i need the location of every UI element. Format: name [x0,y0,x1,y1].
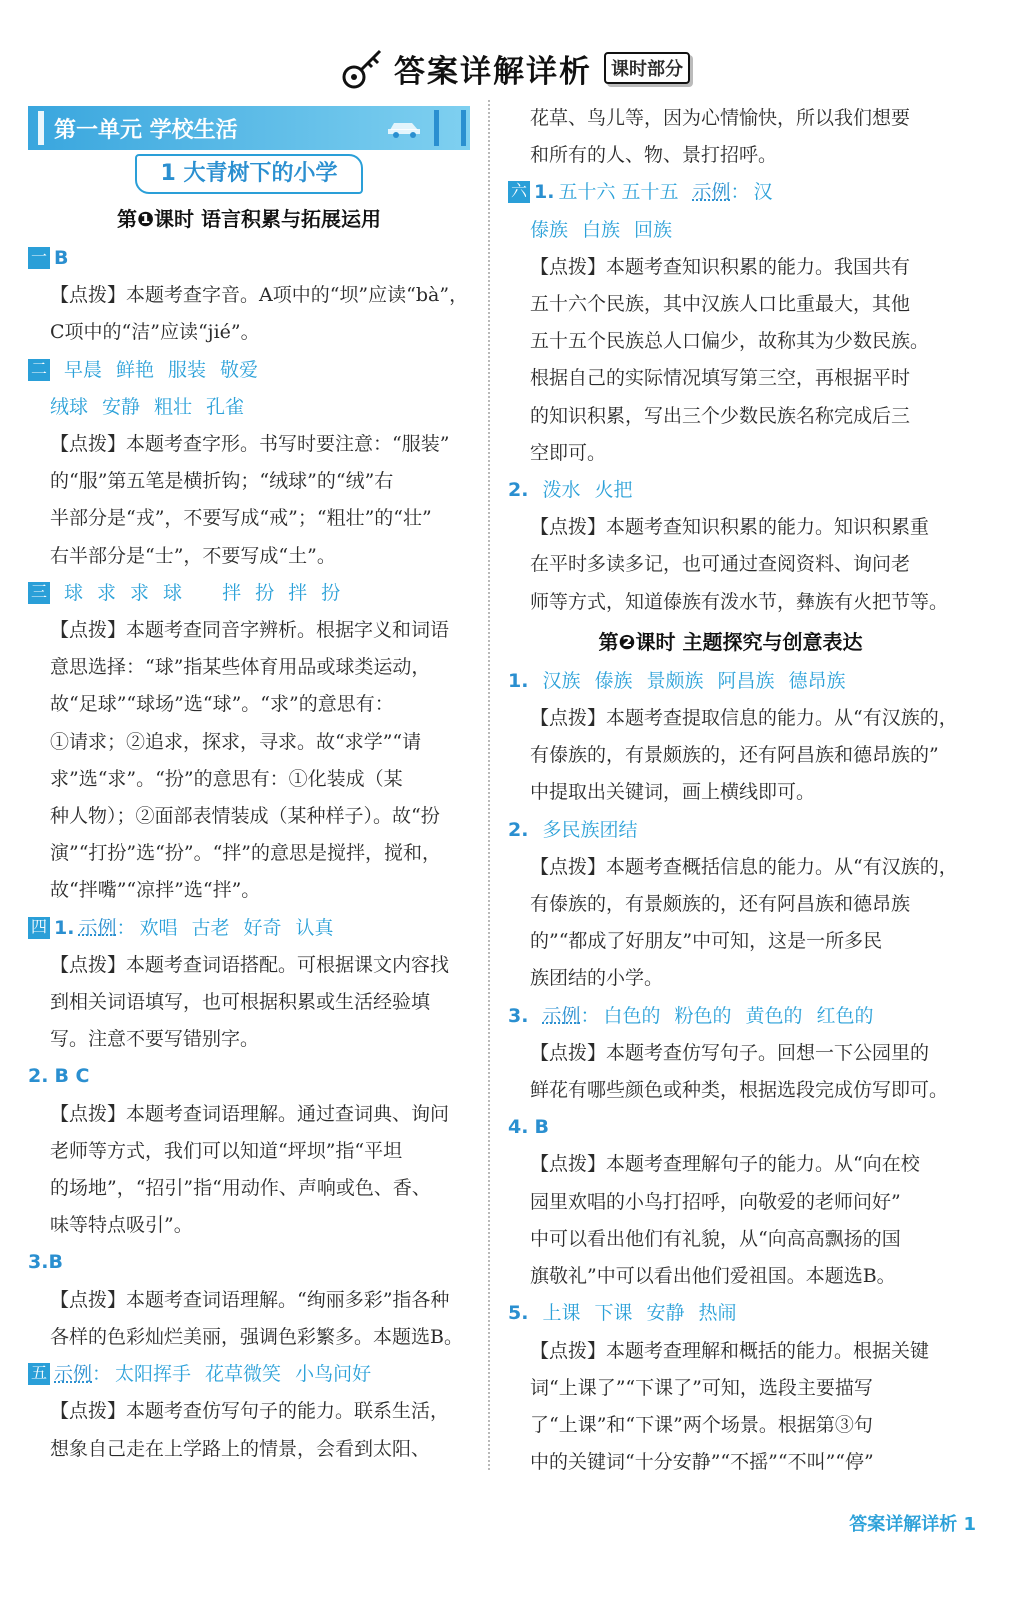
q6-note: 师等方式，知道傣族有泼水节，彝族有火把节等。 [530,590,949,613]
q4-note: 到相关词语填写，也可根据积累或生活经验填 [50,991,431,1014]
column-divider [488,100,490,1470]
q6-answer-1: 六 1. 五十六 五十五 示例： 汉 [508,174,953,211]
page-header [0,40,1030,96]
q4-answer-1: 四 1. 示例： 欢唱 古老 好奇 认真 [28,910,470,947]
q2-note: 半部分是“戎”，不要写成“戒”；“粗壮”的“壮” [50,507,432,530]
p2-note: 的”“都成了好朋友”中可知，这是一所多民 [530,930,883,953]
q3-note: 【点拨】本题考查同音字辨析。根据字义和词语 [50,619,450,642]
p1-note: 中提取出关键词，画上横线即可。 [530,781,816,804]
q4-answer-3: 3.B [28,1251,63,1274]
page-footer: 答案详解详析 1 [849,1514,976,1535]
q6-note: 【点拨】本题考查知识积累的能力。我国共有 [530,255,911,278]
q6-answer-2: 2. 泼水 火把 [508,479,633,502]
page-title: 答案详解详析 [394,53,592,90]
section-badge: 课时部分 [604,52,690,84]
car-icon [386,116,422,138]
p5-note: 中的关键词“十分安静”“不摇”“不叫”“停” [530,1451,874,1474]
q1-answer: 一 B [28,240,470,277]
q6-note: 五十六个民族，其中汉族人口比重最大，其他 [530,293,911,316]
p3-note: 【点拨】本题考查仿写句子。回想一下公园里的 [530,1041,930,1064]
p2-note: 有傣族的，有景颇族的，还有阿昌族和德昂族 [530,893,911,916]
q4-note: 味等特点吸引”。 [50,1214,193,1237]
q2-note: 【点拨】本题考查字形。书写时要注意：“服装” [50,433,450,456]
key-icon [340,45,386,91]
p4-note: 旗敬礼”中可以看出他们爱祖国。本题选B。 [530,1265,896,1288]
p2-note: 【点拨】本题考查概括信息的能力。从“有汉族的， [530,855,958,878]
period-heading-2: 第❷课时 主题探究与创意表达 [598,629,863,654]
p2-answer: 2. 多民族团结 [508,818,638,841]
q4-answer-2: 2. B C [28,1065,90,1088]
p3-note: 鲜花有哪些颜色或种类，根据选段完成仿写即可。 [530,1079,949,1102]
q6-note: 五十五个民族总人口偏少，故称其为少数民族。 [530,330,930,353]
q5-note-cont: 和所有的人、物、景打招呼。 [530,144,778,167]
q3-note: 故“拌嘴”“凉拌”选“拌”。 [50,879,261,902]
p5-note: 了“上课”和“下课”两个场景。根据第③句 [530,1413,873,1436]
q3-answer: 三 球 求 求 球 拌 扮 拌 扮 [28,575,470,612]
q6-answer-1b: 傣族 白族 回族 [530,218,673,241]
q5-note: 想象自己走在上学路上的情景，会看到太阳、 [50,1437,431,1460]
q6-note: 【点拨】本题考查知识积累的能力。知识积累重 [530,516,930,539]
p4-answer: 4. B [508,1116,549,1139]
p3-answer: 3. 示例： 白色的 粉色的 黄色的 红色的 [508,1004,874,1027]
q2-note: 的“服”第五笔是横折钩；“绒球”的“绒”右 [50,470,394,493]
q2-answer: 二 早晨 鲜艳 服装 敬爱 [28,352,470,389]
p4-note: 中可以看出他们有礼貌，从“向高高飘扬的国 [530,1227,901,1250]
q4-note: 老师等方式，我们可以知道“坪坝”指“平坦 [50,1139,403,1162]
p4-note: 园里欢唱的小鸟打招呼，向敬爱的老师问好” [530,1190,901,1213]
q3-note: 种人物）；②面部表情装成（某种样子）。故“扮 [50,805,440,828]
lesson-title: 1 大青树下的小学 [135,154,364,194]
q2-answer: 绒球 安静 粗壮 孔雀 [50,395,245,418]
q3-note: 意思选择：“球”指某些体育用品或球类运动， [50,656,431,679]
p1-note: 【点拨】本题考查提取信息的能力。从“有汉族的， [530,707,958,730]
q5-note-cont: 花草、鸟儿等，因为心情愉快，所以我们想要 [530,107,911,129]
p1-answer: 1. 汉族 傣族 景颇族 阿昌族 德昂族 [508,669,846,692]
q4-note: 各样的色彩灿烂美丽，强调色彩繁多。本题选B。 [50,1325,463,1348]
q5-answer: 五 示例： 太阳挥手 花草微笑 小鸟问好 [28,1356,470,1393]
p4-note: 【点拨】本题考查理解句子的能力。从“向在校 [530,1153,920,1176]
unit-banner [28,106,470,150]
lesson-heading [28,154,470,198]
q4-note: 写。注意不要写错别字。 [50,1028,260,1051]
q3-note: 演”“打扮”选“扮”。“拌”的意思是搅拌，搅和， [50,842,441,865]
left-column [28,100,470,1468]
q3-note: ①请求；②追求，探求，寻求。故“求学”“请 [50,730,422,753]
q3-note: 故“足球”“球场”选“球”。“求”的意思有： [50,693,394,716]
q4-note: 【点拨】本题考查词语理解。通过查词典、询问 [50,1102,450,1125]
right-column [508,100,958,1481]
q4-note: 【点拨】本题考查词语搭配。可根据课文内容找 [50,953,450,976]
period-heading-1: 第❶课时 语言积累与拓展运用 [117,207,381,231]
q4-note: 【点拨】本题考查词语理解。“绚丽多彩”指各种 [50,1288,450,1311]
q6-note: 在平时多读多记，也可通过查阅资料、询问老 [530,553,911,576]
p5-note: 【点拨】本题考查理解和概括的能力。根据关键 [530,1339,930,1362]
q6-note: 根据自己的实际情况填写第三空，再根据平时 [530,367,911,390]
unit-title: 第一单元 学校生活 [54,117,238,143]
p5-answer: 5. 上课 下课 安静 热闹 [508,1302,737,1325]
q6-note: 空即可。 [530,441,607,464]
p1-note: 有傣族的，有景颇族的，还有阿昌族和德昂族的” [530,744,939,767]
p5-note: 词“上课了”“下课了”可知，选段主要描写 [530,1376,873,1399]
q1-note: 【点拨】本题考查字音。A项中的“坝”应读“bà”， [50,284,469,307]
q4-note: 的场地”，“招引”指“用动作、声响或色、香、 [50,1177,431,1200]
q1-note: C项中的“洁”应读“jié”。 [50,321,260,344]
q2-note: 右半部分是“士”，不要写成“土”。 [50,544,336,567]
q5-note: 【点拨】本题考查仿写句子的能力。联系生活， [50,1400,450,1423]
q3-note: 求”选“求”。“扮”的意思有：①化装成（某 [50,767,403,790]
q6-note: 的知识积累，写出三个少数民族名称完成后三 [530,404,911,427]
p2-note: 族团结的小学。 [530,967,664,990]
